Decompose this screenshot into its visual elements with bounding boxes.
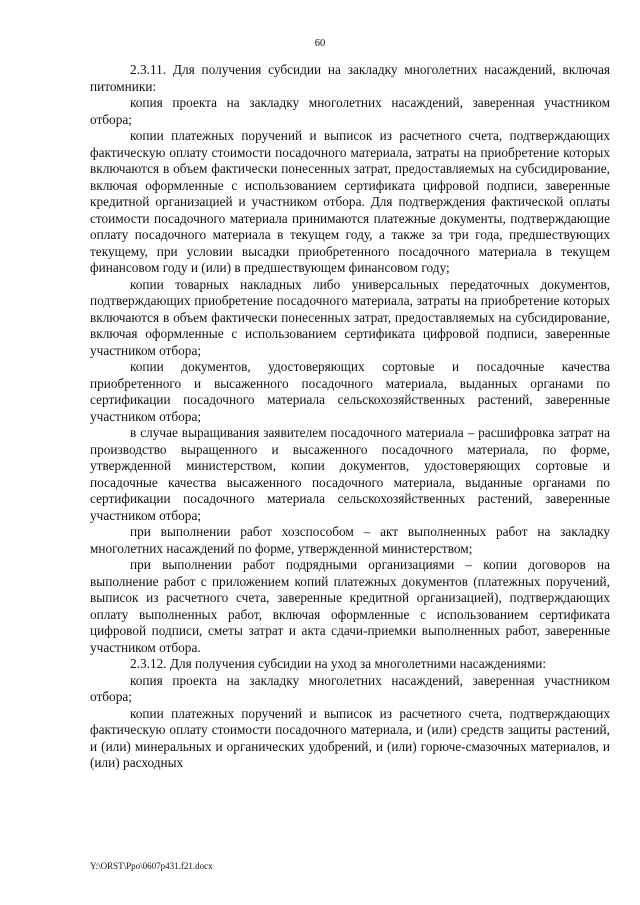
paragraph: при выполнении работ хозспособом – акт выполненных работ на закладку многолетних насаждений по форме, утвержденной министерством; (90, 524, 610, 556)
paragraph: копия проекта на закладку многолетних насаждений, заверенная участником отбора; (90, 672, 610, 704)
paragraph: копии товарных накладных либо универсальных передаточных документов, подтверждающих приобретение посадочного материала, затраты на приобретение которых включаются в объем фактически понесенных затрат, предоставляемых на субсидирование, включая оформленные с использованием сертификата цифровой подписи, заверенные участником отбора; (90, 276, 610, 358)
paragraph: 2.3.11. Для получения субсидии на закладку многолетних насаждений, включая питомники: (90, 62, 610, 94)
footer-file-path: Y:\ORST\Ppo\0607p431.f21.docx (90, 861, 213, 871)
paragraph: копии документов, удостоверяющих сортовые и посадочные качества приобретенного и высаженного посадочного материала, выданных органами по сертификации посадочного материала сельскохозяйственных растений, заверенные участником отбора; (90, 359, 610, 424)
paragraph: копии платежных поручений и выписок из расчетного счета, подтверждающих фактическую оплату стоимости посадочного материала, и (или) средств защиты растений, и (или) минеральных и органических удобрений, и (или) горюче-смазочных материалов, и (или) расходных (90, 705, 610, 770)
paragraph: в случае выращивания заявителем посадочного материала – расшифровка затрат на производство выращенного и высаженного посадочного материала, по форме, утвержденной министерством, копии документов, удостоверяющих сортовые и посадочные качества высаженного посадочного материала, выданные органами по сертификации посадочного материала сельскохозяйственных растений, заверенные участником отбора; (90, 425, 610, 523)
paragraph: 2.3.12. Для получения субсидии на уход за многолетними насаждениями: (130, 656, 547, 671)
document-body (90, 62, 610, 772)
page-number: 60 (314, 38, 326, 49)
paragraph: копия проекта на закладку многолетних насаждений, заверенная участником отбора; (90, 95, 610, 127)
paragraph: копии платежных поручений и выписок из расчетного счета, подтверждающих фактическую оплату стоимости посадочного материала, затраты на приобретение которых включаются в объем фактически понесенных затрат, предоставляемых на субсидирование, включая оформленные с использованием сертификата цифровой подписи, заверенные кредитной организацией и участником отбора. Для подтверждения фактической оплаты стоимости посадочного материала принимаются платежные документы, подтверждающие оплату посадочного материала в текущем году, а также за три года, предшествующих текущему, при условии высадки приобретенного посадочного материала в текущем финансовом году и (или) в предшествующем финансовом году; (90, 128, 610, 275)
paragraph: при выполнении работ подрядными организациями – копии договоров на выполнение работ с приложением копий платежных документов (платежных поручений, выписок из расчетного счета, заверенные кредитной организацией), подтверждающих оплату выполненных работ, включая оформленные с использованием сертификата цифровой подписи, сметы затрат и акта сдачи-приемки выполненных работ, заверенные участником отбора. (90, 557, 610, 655)
